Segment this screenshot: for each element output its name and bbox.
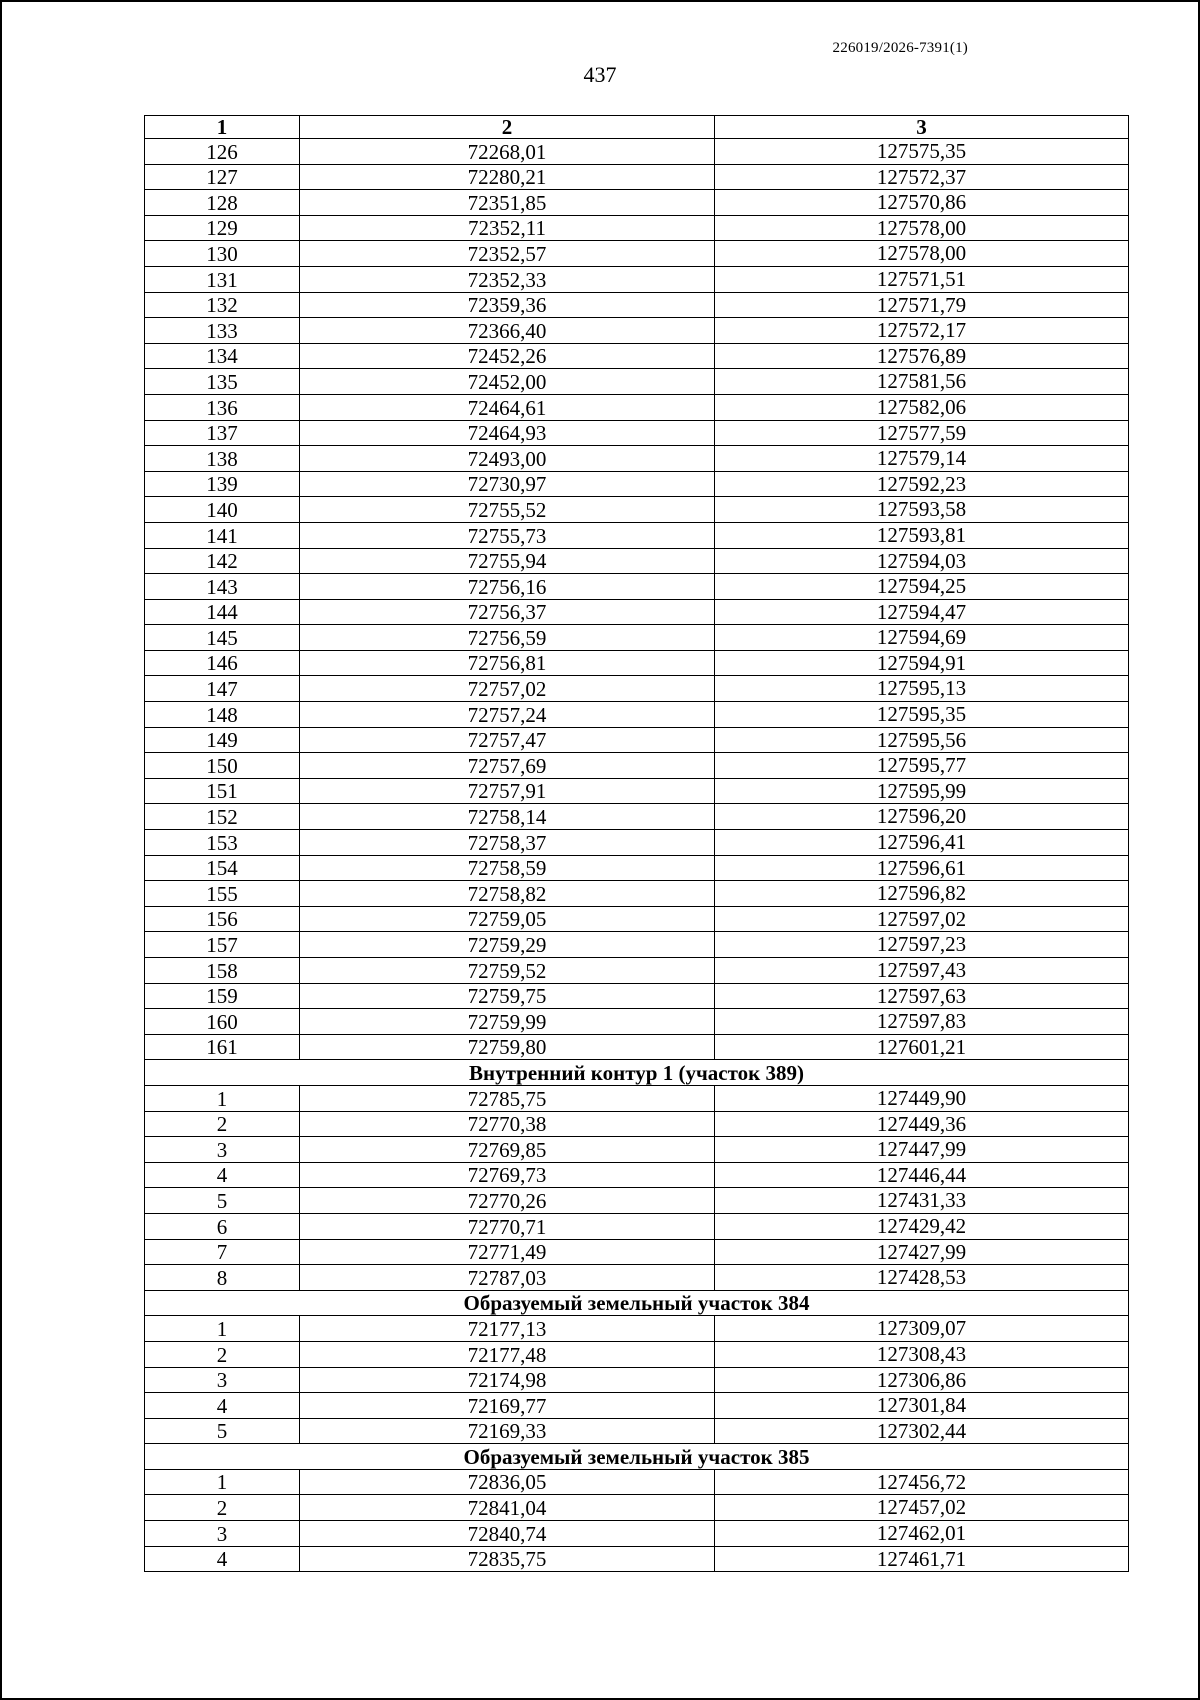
table-row <box>145 1137 1129 1163</box>
coordinate-y-cell: 127572,17 <box>715 318 1129 344</box>
coordinate-y-cell: 127449,90 <box>715 1085 1129 1111</box>
coordinates-table <box>144 115 1129 1572</box>
table-row <box>145 881 1129 907</box>
coordinate-x-cell: 72268,01 <box>300 139 715 165</box>
coordinate-y-cell: 127579,14 <box>715 446 1129 472</box>
point-number-cell: 127 <box>145 164 300 190</box>
table-row <box>145 1341 1129 1367</box>
coordinate-x-cell: 72757,02 <box>300 676 715 702</box>
coordinate-x-cell: 72771,49 <box>300 1239 715 1265</box>
point-number-cell: 144 <box>145 599 300 625</box>
point-number-cell: 149 <box>145 727 300 753</box>
table-row <box>145 932 1129 958</box>
point-number-cell: 159 <box>145 983 300 1009</box>
coordinate-y-cell: 127594,25 <box>715 574 1129 600</box>
point-number-cell: 2 <box>145 1111 300 1137</box>
coordinate-y-cell: 127308,43 <box>715 1341 1129 1367</box>
coordinate-y-cell: 127596,82 <box>715 881 1129 907</box>
coordinate-x-cell: 72756,81 <box>300 650 715 676</box>
point-number-cell: 136 <box>145 394 300 420</box>
point-number-cell: 147 <box>145 676 300 702</box>
coordinate-y-cell: 127593,58 <box>715 497 1129 523</box>
coordinate-y-cell: 127572,37 <box>715 164 1129 190</box>
table-row <box>145 727 1129 753</box>
coordinate-x-cell: 72785,75 <box>300 1085 715 1111</box>
coordinate-x-cell: 72464,61 <box>300 394 715 420</box>
table-row <box>145 1085 1129 1111</box>
table-row <box>145 1316 1129 1342</box>
coordinate-y-cell: 127594,91 <box>715 650 1129 676</box>
table-row <box>145 983 1129 1009</box>
coordinate-y-cell: 127462,01 <box>715 1521 1129 1547</box>
coordinate-y-cell: 127457,02 <box>715 1495 1129 1521</box>
coordinate-x-cell: 72841,04 <box>300 1495 715 1521</box>
coordinate-x-cell: 72759,99 <box>300 1009 715 1035</box>
coordinate-x-cell: 72759,80 <box>300 1034 715 1060</box>
table-row <box>145 1034 1129 1060</box>
point-number-cell: 3 <box>145 1521 300 1547</box>
table-row <box>145 1495 1129 1521</box>
point-number-cell: 133 <box>145 318 300 344</box>
point-number-cell: 2 <box>145 1341 300 1367</box>
coordinate-x-cell: 72359,36 <box>300 292 715 318</box>
point-number-cell: 128 <box>145 190 300 216</box>
table-row <box>145 369 1129 395</box>
coordinate-x-cell: 72757,47 <box>300 727 715 753</box>
coordinate-y-cell: 127592,23 <box>715 471 1129 497</box>
point-number-cell: 135 <box>145 369 300 395</box>
point-number-cell: 153 <box>145 830 300 856</box>
table-row <box>145 318 1129 344</box>
table-row <box>145 1111 1129 1137</box>
coordinate-y-cell: 127571,51 <box>715 266 1129 292</box>
table-row <box>145 804 1129 830</box>
point-number-cell: 151 <box>145 778 300 804</box>
coordinate-y-cell: 127571,79 <box>715 292 1129 318</box>
coordinate-y-cell: 127578,00 <box>715 215 1129 241</box>
point-number-cell: 4 <box>145 1393 300 1419</box>
coordinate-y-cell: 127597,83 <box>715 1009 1129 1035</box>
point-number-cell: 1 <box>145 1316 300 1342</box>
coordinate-y-cell: 127578,00 <box>715 241 1129 267</box>
coordinate-x-cell: 72759,52 <box>300 958 715 984</box>
table-row <box>145 906 1129 932</box>
coordinate-y-cell: 127302,44 <box>715 1418 1129 1444</box>
coordinate-x-cell: 72452,00 <box>300 369 715 395</box>
point-number-cell: 142 <box>145 548 300 574</box>
table-row <box>145 599 1129 625</box>
table-row <box>145 1521 1129 1547</box>
point-number-cell: 146 <box>145 650 300 676</box>
point-number-cell: 7 <box>145 1239 300 1265</box>
coordinate-y-cell: 127461,71 <box>715 1546 1129 1572</box>
coordinate-x-cell: 72174,98 <box>300 1367 715 1393</box>
coordinate-y-cell: 127576,89 <box>715 343 1129 369</box>
section-title: Образуемый земельный участок 384 <box>145 1290 1129 1316</box>
coordinate-y-cell: 127601,21 <box>715 1034 1129 1060</box>
point-number-cell: 138 <box>145 446 300 472</box>
coordinate-y-cell: 127581,56 <box>715 369 1129 395</box>
coordinate-x-cell: 72177,13 <box>300 1316 715 1342</box>
table-row <box>145 394 1129 420</box>
point-number-cell: 143 <box>145 574 300 600</box>
table-row <box>145 1393 1129 1419</box>
point-number-cell: 131 <box>145 266 300 292</box>
coordinate-y-cell: 127431,33 <box>715 1188 1129 1214</box>
coordinate-y-cell: 127577,59 <box>715 420 1129 446</box>
coordinate-x-cell: 72836,05 <box>300 1469 715 1495</box>
coordinate-x-cell: 72758,59 <box>300 855 715 881</box>
table-row <box>145 139 1129 165</box>
point-number-cell: 150 <box>145 753 300 779</box>
point-number-cell: 161 <box>145 1034 300 1060</box>
table-row <box>145 1009 1129 1035</box>
coordinate-y-cell: 127594,03 <box>715 548 1129 574</box>
document-reference: 226019/2026-7391(1) <box>832 40 968 56</box>
table-row <box>145 625 1129 651</box>
table-row <box>145 1546 1129 1572</box>
point-number-cell: 4 <box>145 1162 300 1188</box>
table-row <box>145 1265 1129 1291</box>
coordinate-x-cell: 72177,48 <box>300 1341 715 1367</box>
point-number-cell: 132 <box>145 292 300 318</box>
table-row <box>145 241 1129 267</box>
coordinate-x-cell: 72352,57 <box>300 241 715 267</box>
coordinate-x-cell: 72759,29 <box>300 932 715 958</box>
table-row <box>145 1188 1129 1214</box>
coordinate-y-cell: 127595,56 <box>715 727 1129 753</box>
point-number-cell: 156 <box>145 906 300 932</box>
column-header-1: 1 <box>145 116 300 139</box>
point-number-cell: 154 <box>145 855 300 881</box>
table-row <box>145 190 1129 216</box>
coordinate-x-cell: 72351,85 <box>300 190 715 216</box>
coordinate-y-cell: 127597,43 <box>715 958 1129 984</box>
coordinate-x-cell: 72169,33 <box>300 1418 715 1444</box>
coordinate-x-cell: 72787,03 <box>300 1265 715 1291</box>
point-number-cell: 1 <box>145 1469 300 1495</box>
coordinate-y-cell: 127570,86 <box>715 190 1129 216</box>
table-row <box>145 676 1129 702</box>
point-number-cell: 2 <box>145 1495 300 1521</box>
coordinate-y-cell: 127595,35 <box>715 702 1129 728</box>
coordinate-y-cell: 127447,99 <box>715 1137 1129 1163</box>
coordinate-x-cell: 72756,59 <box>300 625 715 651</box>
coordinate-y-cell: 127429,42 <box>715 1213 1129 1239</box>
coordinate-x-cell: 72759,05 <box>300 906 715 932</box>
coordinate-x-cell: 72758,37 <box>300 830 715 856</box>
coordinate-y-cell: 127597,23 <box>715 932 1129 958</box>
coordinate-x-cell: 72755,52 <box>300 497 715 523</box>
coordinate-y-cell: 127594,69 <box>715 625 1129 651</box>
coordinate-y-cell: 127596,20 <box>715 804 1129 830</box>
section-header-row <box>145 1290 1129 1316</box>
coordinate-y-cell: 127596,61 <box>715 855 1129 881</box>
table-row <box>145 164 1129 190</box>
coordinate-x-cell: 72366,40 <box>300 318 715 344</box>
point-number-cell: 152 <box>145 804 300 830</box>
coordinate-y-cell: 127456,72 <box>715 1469 1129 1495</box>
coordinate-y-cell: 127595,77 <box>715 753 1129 779</box>
table-row <box>145 548 1129 574</box>
coordinate-y-cell: 127446,44 <box>715 1162 1129 1188</box>
section-header-row <box>145 1444 1129 1470</box>
coordinate-y-cell: 127597,02 <box>715 906 1129 932</box>
point-number-cell: 6 <box>145 1213 300 1239</box>
coordinate-x-cell: 72756,16 <box>300 574 715 600</box>
section-title: Образуемый земельный участок 385 <box>145 1444 1129 1470</box>
point-number-cell: 8 <box>145 1265 300 1291</box>
coordinate-x-cell: 72770,26 <box>300 1188 715 1214</box>
coordinate-x-cell: 72755,73 <box>300 522 715 548</box>
table-header-row <box>145 116 1129 139</box>
point-number-cell: 158 <box>145 958 300 984</box>
point-number-cell: 160 <box>145 1009 300 1035</box>
point-number-cell: 130 <box>145 241 300 267</box>
coordinate-y-cell: 127595,13 <box>715 676 1129 702</box>
page-number: 437 <box>583 62 617 87</box>
coordinate-x-cell: 72757,24 <box>300 702 715 728</box>
section-title: Внутренний контур 1 (участок 389) <box>145 1060 1129 1086</box>
coordinate-x-cell: 72280,21 <box>300 164 715 190</box>
coordinate-y-cell: 127449,36 <box>715 1111 1129 1137</box>
coordinate-y-cell: 127309,07 <box>715 1316 1129 1342</box>
table-row <box>145 574 1129 600</box>
coordinate-x-cell: 72840,74 <box>300 1521 715 1547</box>
point-number-cell: 141 <box>145 522 300 548</box>
coordinate-x-cell: 72835,75 <box>300 1546 715 1572</box>
coordinate-y-cell: 127306,86 <box>715 1367 1129 1393</box>
coordinate-x-cell: 72464,93 <box>300 420 715 446</box>
table-row <box>145 292 1129 318</box>
coordinate-y-cell: 127594,47 <box>715 599 1129 625</box>
coordinate-x-cell: 72756,37 <box>300 599 715 625</box>
table-row <box>145 778 1129 804</box>
coordinate-y-cell: 127582,06 <box>715 394 1129 420</box>
table-row <box>145 1418 1129 1444</box>
table-row <box>145 855 1129 881</box>
coordinate-x-cell: 72757,69 <box>300 753 715 779</box>
point-number-cell: 1 <box>145 1085 300 1111</box>
coordinate-x-cell: 72770,71 <box>300 1213 715 1239</box>
table-row <box>145 420 1129 446</box>
coordinate-x-cell: 72769,85 <box>300 1137 715 1163</box>
coordinate-y-cell: 127427,99 <box>715 1239 1129 1265</box>
table-row <box>145 215 1129 241</box>
column-header-2: 2 <box>300 116 715 139</box>
coordinate-y-cell: 127596,41 <box>715 830 1129 856</box>
section-header-row <box>145 1060 1129 1086</box>
table-row <box>145 471 1129 497</box>
table-row <box>145 702 1129 728</box>
coordinate-x-cell: 72352,33 <box>300 266 715 292</box>
coordinate-x-cell: 72352,11 <box>300 215 715 241</box>
point-number-cell: 139 <box>145 471 300 497</box>
coordinate-x-cell: 72769,73 <box>300 1162 715 1188</box>
coordinate-y-cell: 127593,81 <box>715 522 1129 548</box>
table-row <box>145 266 1129 292</box>
point-number-cell: 5 <box>145 1188 300 1214</box>
point-number-cell: 155 <box>145 881 300 907</box>
point-number-cell: 3 <box>145 1367 300 1393</box>
coordinate-x-cell: 72730,97 <box>300 471 715 497</box>
point-number-cell: 126 <box>145 139 300 165</box>
point-number-cell: 140 <box>145 497 300 523</box>
table-row <box>145 1469 1129 1495</box>
coordinate-y-cell: 127597,63 <box>715 983 1129 1009</box>
table-row <box>145 446 1129 472</box>
coordinate-x-cell: 72759,75 <box>300 983 715 1009</box>
coordinate-y-cell: 127595,99 <box>715 778 1129 804</box>
table-row <box>145 1367 1129 1393</box>
table-row <box>145 343 1129 369</box>
table-row <box>145 753 1129 779</box>
point-number-cell: 145 <box>145 625 300 651</box>
table-row <box>145 497 1129 523</box>
coordinate-y-cell: 127575,35 <box>715 139 1129 165</box>
table-row <box>145 1162 1129 1188</box>
point-number-cell: 137 <box>145 420 300 446</box>
coordinate-x-cell: 72757,91 <box>300 778 715 804</box>
coordinate-y-cell: 127301,84 <box>715 1393 1129 1419</box>
table-row <box>145 958 1129 984</box>
column-header-3: 3 <box>715 116 1129 139</box>
point-number-cell: 134 <box>145 343 300 369</box>
table-row <box>145 1239 1129 1265</box>
table-row <box>145 522 1129 548</box>
point-number-cell: 4 <box>145 1546 300 1572</box>
point-number-cell: 5 <box>145 1418 300 1444</box>
coordinate-x-cell: 72770,38 <box>300 1111 715 1137</box>
coordinate-x-cell: 72169,77 <box>300 1393 715 1419</box>
point-number-cell: 148 <box>145 702 300 728</box>
table-row <box>145 830 1129 856</box>
coordinate-x-cell: 72758,82 <box>300 881 715 907</box>
point-number-cell: 129 <box>145 215 300 241</box>
coordinate-y-cell: 127428,53 <box>715 1265 1129 1291</box>
table-row <box>145 1213 1129 1239</box>
coordinates-table-body <box>145 116 1129 1572</box>
point-number-cell: 157 <box>145 932 300 958</box>
coordinate-x-cell: 72758,14 <box>300 804 715 830</box>
table-row <box>145 650 1129 676</box>
coordinate-x-cell: 72493,00 <box>300 446 715 472</box>
coordinate-x-cell: 72452,26 <box>300 343 715 369</box>
point-number-cell: 3 <box>145 1137 300 1163</box>
coordinate-x-cell: 72755,94 <box>300 548 715 574</box>
